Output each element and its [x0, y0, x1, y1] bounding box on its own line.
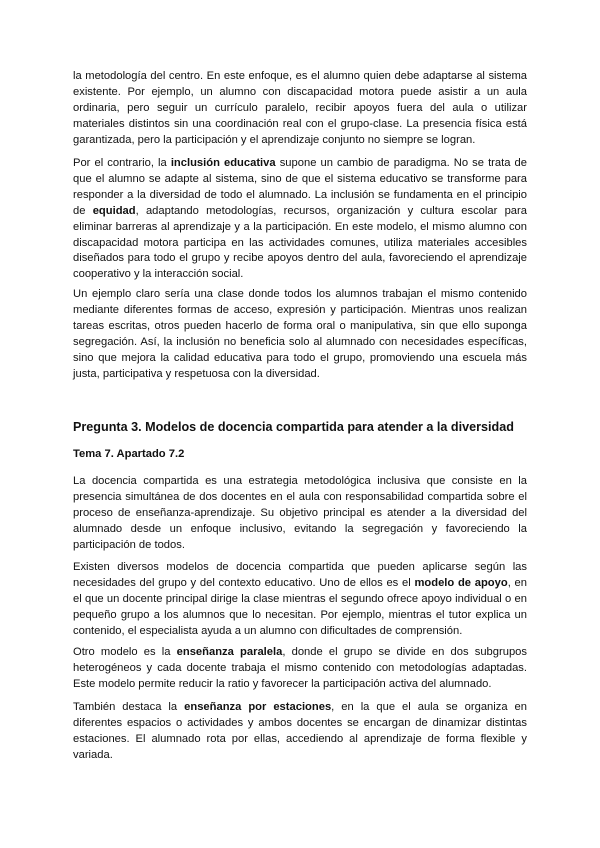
text-run: , en el que un docente principal dirige la clase mientras el segundo ofrece apoyo individual o en pequeño grupo a los alumnos que lo necesitan. Por ejemplo, mientras el tutor explica un contenido, el especialista ayuda a un alumno con dificultades de comprensión. [73, 576, 527, 637]
paragraph-parallel-teaching [73, 645, 527, 693]
text-run: Por el contrario, la [73, 157, 171, 169]
tema-heading: Tema 7. Apartado 7.2 [73, 448, 185, 460]
text-run: También destaca la [73, 701, 185, 713]
text-run: , en la que el aula se organiza en diferentes espacios o actividades y ambos docentes se encargan de dinamizar distintas estaciones. El alumnado rota por ellas, accediendo al aprendizaje de forma flexible y variada. [73, 701, 527, 761]
paragraph-shared-teaching: La docencia compartida es una estrategia metodológica inclusiva que consiste en la presencia simultánea de dos docentes en el aula con responsabilidad compartida sobre el proceso de enseñanza-aprendizaje. Su objetivo principal es atender a la diversidad del alumnado desde un enfoque inclusivo, evitando la segregación y favoreciendo la participación de todos. [73, 475, 527, 551]
bold-term-ensenanza-paralela: enseñanza paralela [176, 646, 283, 658]
paragraph-support-model [73, 560, 527, 640]
paragraph-integration-example: la metodología del centro. En este enfoque, es el alumno quien debe adaptarse al sistema existente. Por ejemplo, un alumno con discapacidad motora puede asistir a un aula ordinaria, pero seguir un currículo paralelo, recibir apoyos fuera del aula o utilizar materiales distintos sin una coordinación real con el grupo-clase. La presencia física está garantizada, pero la participación y el aprendizaje conjunto no siempre se logran. [73, 70, 527, 146]
text-run: , adaptando metodologías, recursos, organización y cultura escolar para eliminar barreras al aprendizaje y a la participación. En este modelo, el mismo alumno con discapacidad motora participa en las actividades comunes, utiliza materiales accesibles diseñados para todo el grupo y recibe apoyos dentro del aula, favoreciendo el aprendizaje cooperativo y la interacción social. [73, 204, 527, 281]
text-run: Otro modelo es la [73, 646, 177, 658]
paragraph-stations-teaching [73, 700, 527, 764]
bold-term-inclusion: inclusión educativa [170, 157, 276, 169]
bold-term-equidad: equidad [92, 204, 136, 217]
question-heading: Pregunta 3. Modelos de docencia compartida para atender a la diversidad [73, 420, 514, 434]
paragraph-class-example: Un ejemplo claro sería una clase donde todos los alumnos trabajan el mismo contenido mediante diferentes formas de acceso, expresión y participación. Mientras unos realizan tareas escritas, otros pueden hacerlo de forma oral o manipulativa, sin que ello suponga segregación. Así, la inclusión no beneficia solo al alumnado con necesidades específicas, sino que mejora la calidad educativa para todo el grupo, promoviendo una escuela más justa, participativa y respetuosa con la diversidad. [73, 288, 527, 380]
paragraph-inclusion [73, 156, 527, 283]
bold-term-ensenanza-estaciones: enseñanza por estaciones [184, 701, 332, 713]
text-run: , donde el grupo se divide en dos subgrupos heterogéneos y cada docente trabaja el mismo contenido con metodologías adaptadas. Este modelo permite reducir la ratio y favorecer la participación activa del alumnado. [73, 646, 527, 690]
text-run: Existen diversos modelos de docencia compartida que pueden aplicarse según las necesidades del grupo y del contexto educativo. Uno de ellos es el [73, 561, 527, 589]
bold-term-modelo-apoyo: modelo de apoyo [414, 576, 508, 589]
text-run: supone un cambio de paradigma. No se trata de que el alumno se adapte al sistema, sino de que el sistema educativo se transforme para responder a la diversidad de todo el alumnado. La inclusión se fundamenta en el principio de [73, 157, 527, 217]
